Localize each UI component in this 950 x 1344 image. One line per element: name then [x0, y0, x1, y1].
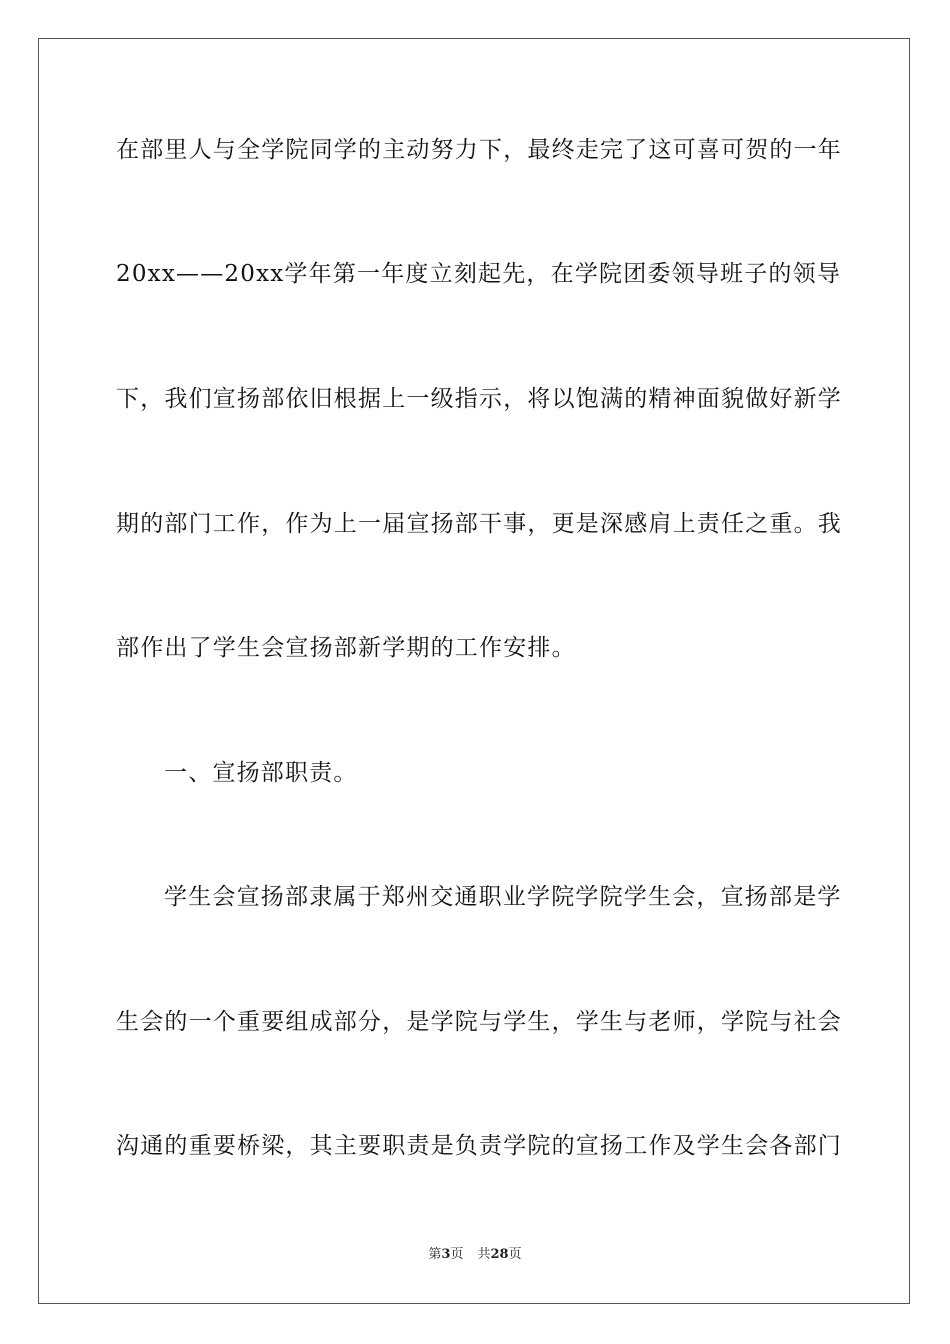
page-prefix: 第 — [428, 1247, 442, 1262]
body-line-2: 20xx——20xx学年第一年度立刻起先，在学院团委领导班子的领导 — [116, 261, 842, 287]
page-suffix: 页 — [450, 1247, 464, 1262]
body-line-5: 部作出了学生会宣扬部新学期的工作安排。 — [116, 635, 576, 661]
body-line-9: 沟通的重要桥梁，其主要职责是负责学院的宣扬工作及学生会各部门 — [116, 1133, 842, 1159]
body-line-1: 在部里人与全学院同学的主动努力下，最终走完了这可喜可贺的一年 — [116, 137, 842, 163]
section-heading: 一、宣扬部职责。 — [164, 760, 358, 786]
total-prefix: 共 — [477, 1247, 491, 1262]
body-line-3: 下，我们宣扬部依旧根据上一级指示，将以饱满的精神面貌做好新学 — [116, 386, 842, 412]
page-footer — [0, 1246, 950, 1264]
body-line-8: 生会的一个重要组成部分，是学院与学生，学生与老师，学院与社会 — [116, 1009, 842, 1035]
body-line-7: 学生会宣扬部隶属于郑州交通职业学院学院学生会，宣扬部是学 — [164, 884, 842, 910]
body-line-4: 期的部门工作，作为上一届宣扬部干事，更是深感肩上责任之重。我 — [116, 511, 842, 537]
page-total: 28 — [490, 1247, 509, 1262]
page-number: 3 — [441, 1247, 451, 1262]
total-suffix: 页 — [508, 1247, 522, 1262]
page-border — [38, 38, 910, 1304]
